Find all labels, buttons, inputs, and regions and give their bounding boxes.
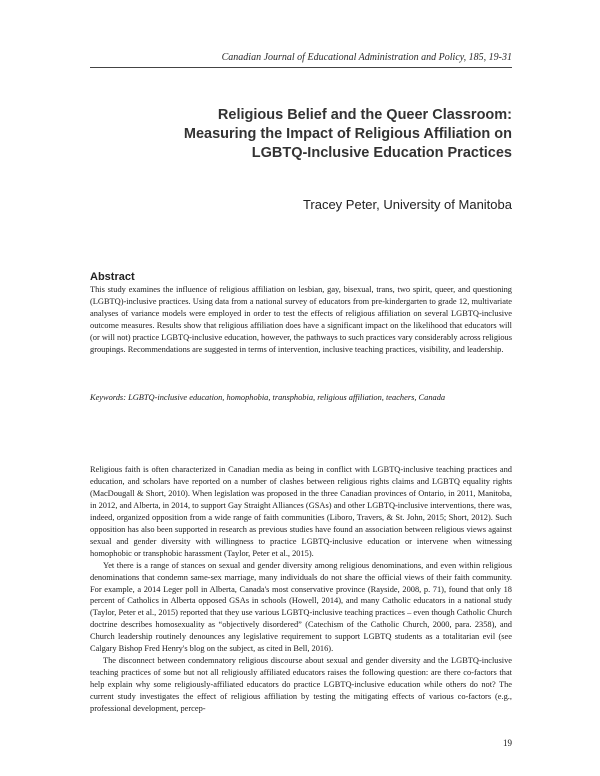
body-paragraph-3: The disconnect between condemnatory religious discourse about sexual and gender diversity and the LGBTQ-inclusive teaching practices of some but not all religiously affiliated educators raises the following question: are there co-factors that help explain why some religiously-affiliated educators do practice LGBTQ-inclusive education while others do not? The current study investigates the effect of religious affiliation by testing the mitigating effects of various co-factors (e.g., professional development, percep- [90,656,512,714]
header-rule [90,67,512,68]
author-byline: Tracey Peter, University of Manitoba [302,197,512,212]
title-line-1: Religious Belief and the Queer Classroom: [217,107,512,123]
keywords: Keywords: LGBTQ-inclusive education, homophobia, transphobia, religious affiliation, teachers, Canada [90,393,446,402]
abstract-heading: Abstract [90,271,135,283]
body-paragraph-2: Yet there is a range of stances on sexual and gender diversity among religious denominations, and even within religious denominations that condemn same-sex marriage, many individuals do not share the official views of their faith community. For example, a 2014 Leger poll in Alberta, Canada's most conservative province (Rayside, 2008, p. 71), found that only 18 percent of Catholics in Alberta opposed GSAs in schools (Howell, 2014), and many Catholic educators in a national study (Taylor, Peter et al., 2015) reported that they use various LGBTQ-inclusive teaching practices – even though Catholic Church doctrine describes homosexuality as “objectively disordered” (Catechism of the Catholic Church, 2000, para. 2358), and Church leadership routinely denounces any legislative requirement to support LGBTQ students as a totalitarian evil (see Calgary Bishop Fred Henry's blog on the subject, as cited in Bell, 2016). [90,560,512,654]
title-line-2: Measuring the Impact of Religious Affiliation on [183,126,512,142]
abstract-text: This study examines the influence of religious affiliation on lesbian, gay, bisexual, trans, two spirit, queer, and questioning (LGBTQ)-inclusive practices. Using data from a national survey of educators from pre-kindergarten to grade 12, multivariate analyses of variance models were employed in order to test the effects of religious affiliation on several LGBTQ-inclusive outcome measures. Results show that religious affiliation does have a significant impact on the likelihood that educators will (or will not) practice LGBTQ-inclusive education, however, the pathways to such practices vary considerably across religious groupings. Recommendations are suggested in terms of intervention, inclusive teaching practices, visibility, and leadership. [90,285,512,354]
article-body [90,464,512,715]
article-title [150,106,512,163]
page-number: 19 [503,738,512,748]
title-line-3: LGBTQ-Inclusive Education Practices [251,145,512,161]
running-head: Canadian Journal of Educational Administration and Policy, 185, 19-31 [221,52,512,63]
body-paragraph-1: Religious faith is often characterized in Canadian media as being in conflict with LGBTQ-inclusive teaching practices and education, and scholars have reported on a number of clashes between religious rights claims and LGBTQ equality rights (MacDougall & Short, 2010). When legislation was proposed in the three Canadian provinces of Ontario, in 2011, Manitoba, in 2012, and Alberta, in 2014, to support Gay Straight Alliances (GSAs) and other LGBTQ-inclusive interventions, there was, indeed, organized opposition from a wide range of faith communities (Liboro, Travers, & St. John, 2015; Short, 2012). Such opposition has also been supported in research as previous studies have found an association between religious views against sexual and gender diversity with willingness to practice LGBTQ-inclusive education or intervene when witnessing homophobic or transphobic harassment (Taylor, Peter et al., 2015). [90,465,512,558]
